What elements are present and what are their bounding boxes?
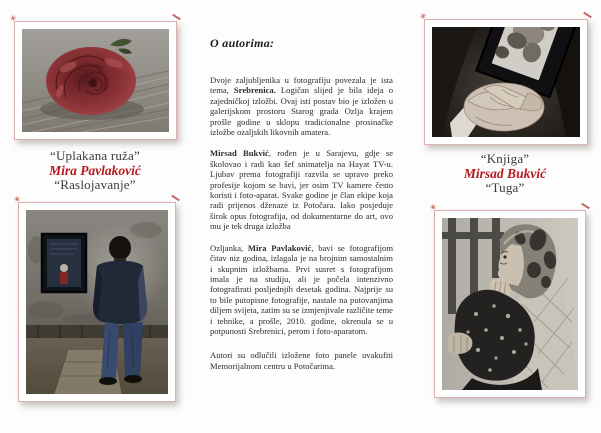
woman-photo bbox=[442, 218, 578, 390]
about-paragraph: Mirsad Bukvić, rođen je u Sarajevu, gdje se školovao i radi kao šef snimatelja na Hayat TV-u. Ljubav prema fotografiji razvila se upravo preko profesije kojom se bavi, jer osim TV kamere često koristi i foto-aparat. Svake godine je član ekipe koja radi prijenos dženaze iz Potočara. Iako posjeduje širok opus fotografija, od dokumentarne do art, ovo mu je tek druga izložba bbox=[210, 148, 393, 232]
corner-pin-icon: ✳ bbox=[419, 11, 428, 22]
about-paragraphs bbox=[210, 75, 393, 371]
corner-pin-icon bbox=[583, 12, 592, 18]
author-name: Mirsad Bukvić bbox=[463, 166, 547, 181]
book-photo-frame bbox=[419, 11, 588, 145]
woman-photo-frame bbox=[429, 202, 586, 398]
corner-pin-icon: ✳ bbox=[429, 202, 438, 213]
photo-title-top: “Knjiga” bbox=[480, 151, 530, 166]
corner-pin-icon bbox=[171, 195, 180, 201]
corner-pin-icon: ✳ bbox=[9, 13, 18, 24]
corner-pin-icon bbox=[172, 14, 181, 20]
about-paragraph: Autori su odlučili izložene foto panele uvakufiti Memorijalnom centru u Potočarima. bbox=[210, 350, 393, 371]
author-name: Mira Pavlaković bbox=[49, 163, 141, 178]
photo-title-bottom: “Raslojavanje” bbox=[54, 177, 136, 192]
photo-title-bottom: “Tuga” bbox=[485, 180, 525, 195]
book-photo bbox=[432, 27, 580, 137]
about-paragraph: Ozljanka, Mira Pavlaković, bavi se fotografijom čitav niz godina, izlagala je na brojnim samostalnim i skupnim izložbama. Prvi susret s fotografijom imala je na studiju, ali je počela intenzivno fotografirati posljednjih desetak godina. Najprije su to bile putopisne fotografije, nastale na putovanjima diljem svijeta, zatim su se izmjenjivale različite teme i tehnike, a prošle, 2010. godine, okrenula se u potpunosti Srebrenici, perom i foto-aparatom. bbox=[210, 242, 393, 336]
about-paragraph: Dvoje zaljubljenika u fotografiju povezala je ista tema, Srebrenica. Logičan slijed je bila ideja o zajedničkoj izložbi. Ovaj isti postav bio je izložen u galerijskom prostoru Starog grada Ozlja krajem prošle godine u sklopu tradicionalne prosinačke izložbe ozaljskih likovnih amatera. bbox=[210, 75, 393, 138]
about-column bbox=[210, 36, 393, 382]
photo-title-top: “Uplakana ruža” bbox=[50, 148, 140, 163]
right-caption-block bbox=[420, 152, 590, 195]
corner-pin-icon: ✳ bbox=[13, 194, 22, 205]
corner-pin-icon bbox=[581, 203, 590, 209]
man-photo bbox=[26, 210, 168, 394]
left-caption-block bbox=[10, 149, 180, 192]
about-heading: O autorima: bbox=[210, 36, 275, 50]
man-photo-frame bbox=[13, 194, 176, 402]
rose-photo bbox=[22, 29, 169, 132]
rose-photo-frame bbox=[9, 13, 177, 140]
